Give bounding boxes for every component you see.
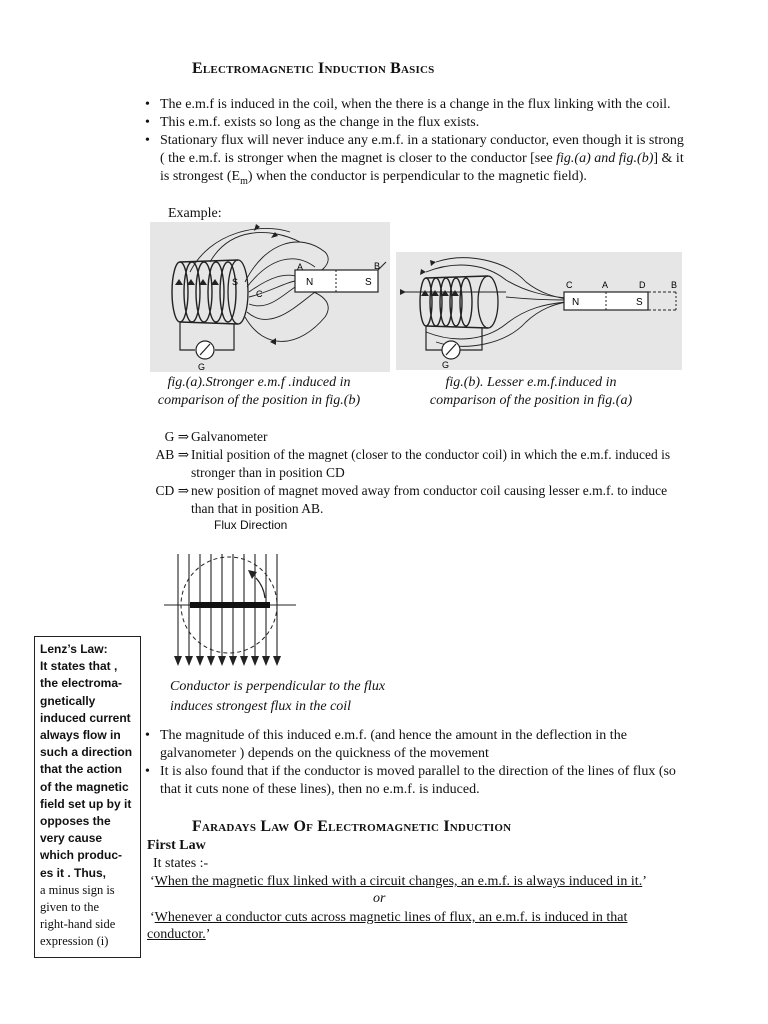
caption-line: comparison of the position in fig.(b) (157, 393, 361, 408)
fig-a-label-c: C (256, 289, 263, 299)
lenz-line: the electroma- (40, 676, 123, 691)
caption-line: fig.(b). Lesser e.m.f.induced in (445, 375, 617, 390)
bullet-item (143, 727, 743, 763)
caption-line: comparison of the position in fig.(a) (429, 393, 633, 408)
legend-key: AB (155, 447, 175, 462)
bullet-line: It is also found that if the conductor is moved parallel to the direction of the lines of flux (so (160, 764, 676, 779)
fig-b-label-g: G (442, 360, 450, 370)
lenz-law-box (34, 636, 141, 958)
lenz-line: a minus sign is (40, 882, 115, 897)
page-title: Electromagnetic Induction Basics (192, 60, 435, 77)
caption-fig-b (420, 374, 642, 410)
bullet-item (143, 763, 743, 799)
legend-key: G (164, 429, 175, 444)
lenz-line: induced current (40, 710, 131, 725)
first-law-quote-2-cont (147, 927, 210, 943)
bullet-line: The magnitude of this induced e.m.f. (and hence the amount in the deflection in the (160, 728, 627, 743)
lenz-line: of the magnetic (40, 779, 129, 794)
bullet-line: galvanometer ) depends on the quickness of the movement (160, 746, 489, 761)
or-label: or (373, 891, 386, 906)
lower-bullet-list (143, 727, 743, 799)
legend-row-ab (145, 446, 735, 482)
quote-mark: ‘ (150, 910, 155, 925)
flux-caption-line: induces strongest flux in the coil (170, 699, 352, 714)
bullet3-line1: Stationary flux will never induce any e.m.f. in a stationary conductor, even though it is strong (160, 133, 684, 148)
example-label: Example: (168, 206, 222, 221)
fig-b-label-b: B (671, 280, 678, 290)
implies-symbol: ⇒ (177, 483, 189, 498)
faraday-title: Faradays Law Of Electromagnetic Induction (192, 818, 512, 835)
flux-direction-label: Flux Direction (214, 518, 288, 532)
fig-a-label-b: B (374, 261, 381, 271)
lenz-line: such a direction (40, 745, 133, 760)
figure-b (396, 252, 682, 370)
lenz-line: very cause (40, 831, 103, 846)
quote-text: Whenever a conductor cuts across magnetic lines of flux, an e.m.f. is induced in that (154, 910, 628, 925)
bullet3-figref: fig.(a) and fig.(b) (556, 151, 654, 166)
legend-row-cd (145, 482, 735, 518)
quote-text: When the magnetic flux linked with a circuit changes, an e.m.f. is always induced in it. (154, 874, 643, 889)
fig-a-label-g: G (198, 362, 206, 372)
figure-a (150, 222, 390, 372)
bullet3-line3-post: ) when the conductor is perpendicular to the magnetic field). (247, 169, 587, 184)
bullet-line: that it cuts none of these lines), then no e.m.f. is induced. (160, 782, 480, 797)
lenz-line: It states that , (40, 659, 118, 674)
fig-b-label-s: S (636, 297, 643, 308)
lenz-line: gnetically (40, 693, 96, 708)
lenz-line: given to the (40, 900, 100, 915)
lenz-line: always flow in (40, 728, 121, 743)
first-law-heading: First Law (147, 838, 206, 853)
lenz-line: expression (i) (40, 934, 109, 949)
fig-a-label-n: N (306, 277, 314, 288)
lenz-line: which produc- (40, 848, 122, 863)
quote-mark: ’ (205, 927, 211, 942)
bullet-item: • This e.m.f. exists so long as the change in the flux exists. (143, 114, 743, 132)
implies-symbol: ⇒ (177, 429, 189, 444)
legend-text: Initial position of the magnet (closer to the conductor coil) in which the e.m.f. induced is (191, 447, 671, 462)
caption-fig-a (148, 374, 370, 410)
flux-caption-line: Conductor is perpendicular to the flux (170, 679, 386, 694)
legend-row-g (145, 428, 735, 446)
first-law-quote-1 (150, 874, 647, 890)
bullet3-subscript: m (240, 175, 248, 187)
first-law-quote-2 (150, 909, 627, 927)
legend-text: stronger than in position CD (191, 465, 345, 480)
caption-line: fig.(a).Stronger e.m.f .induced in (167, 375, 351, 390)
quote-mark: ‘ (150, 874, 155, 889)
lenz-line: es it . Thus, (40, 865, 107, 880)
lenz-line: field set up by it (40, 796, 132, 811)
quote-mark: ’ (642, 874, 647, 889)
fig-b-label-n: N (572, 297, 580, 308)
lenz-line: opposes the (40, 814, 111, 829)
quote-text: conductor. (147, 927, 206, 942)
fig-b-label-d: D (639, 280, 646, 290)
bullet3-line3-pre: is strongest (E (160, 169, 241, 184)
bullet3-line2-post: ] & it (653, 151, 684, 166)
lenz-line: right-hand side (40, 917, 116, 932)
bullet-item (143, 132, 743, 191)
bullet3-line2-pre: ( the e.m.f. is stronger when the magnet is closer to the conductor [see (160, 151, 557, 166)
flux-caption (170, 677, 385, 717)
bullet-item: • The e.m.f is induced in the coil, when the there is a change in the flux linking with the coil. (143, 96, 743, 114)
legend (145, 428, 735, 518)
legend-text: Galvanometer (191, 429, 268, 444)
first-law-states: It states :- (153, 856, 209, 871)
flux-diagram (160, 548, 300, 673)
legend-key: CD (155, 483, 175, 498)
fig-a-label-a: A (297, 262, 304, 272)
intro-bullet-list (143, 96, 743, 191)
fig-a-label-s2: S (365, 277, 372, 288)
fig-b-label-c: C (566, 280, 573, 290)
lenz-line: that the action (40, 762, 123, 777)
implies-symbol: ⇒ (177, 447, 189, 462)
legend-text: new position of magnet moved away from conductor coil causing lesser e.m.f. to induce (191, 483, 668, 498)
fig-a-label-s: S (232, 277, 239, 287)
fig-b-label-a: A (602, 280, 609, 290)
legend-text: than that in position AB. (191, 501, 324, 516)
lenz-line: Lenz’s Law: (40, 642, 108, 656)
